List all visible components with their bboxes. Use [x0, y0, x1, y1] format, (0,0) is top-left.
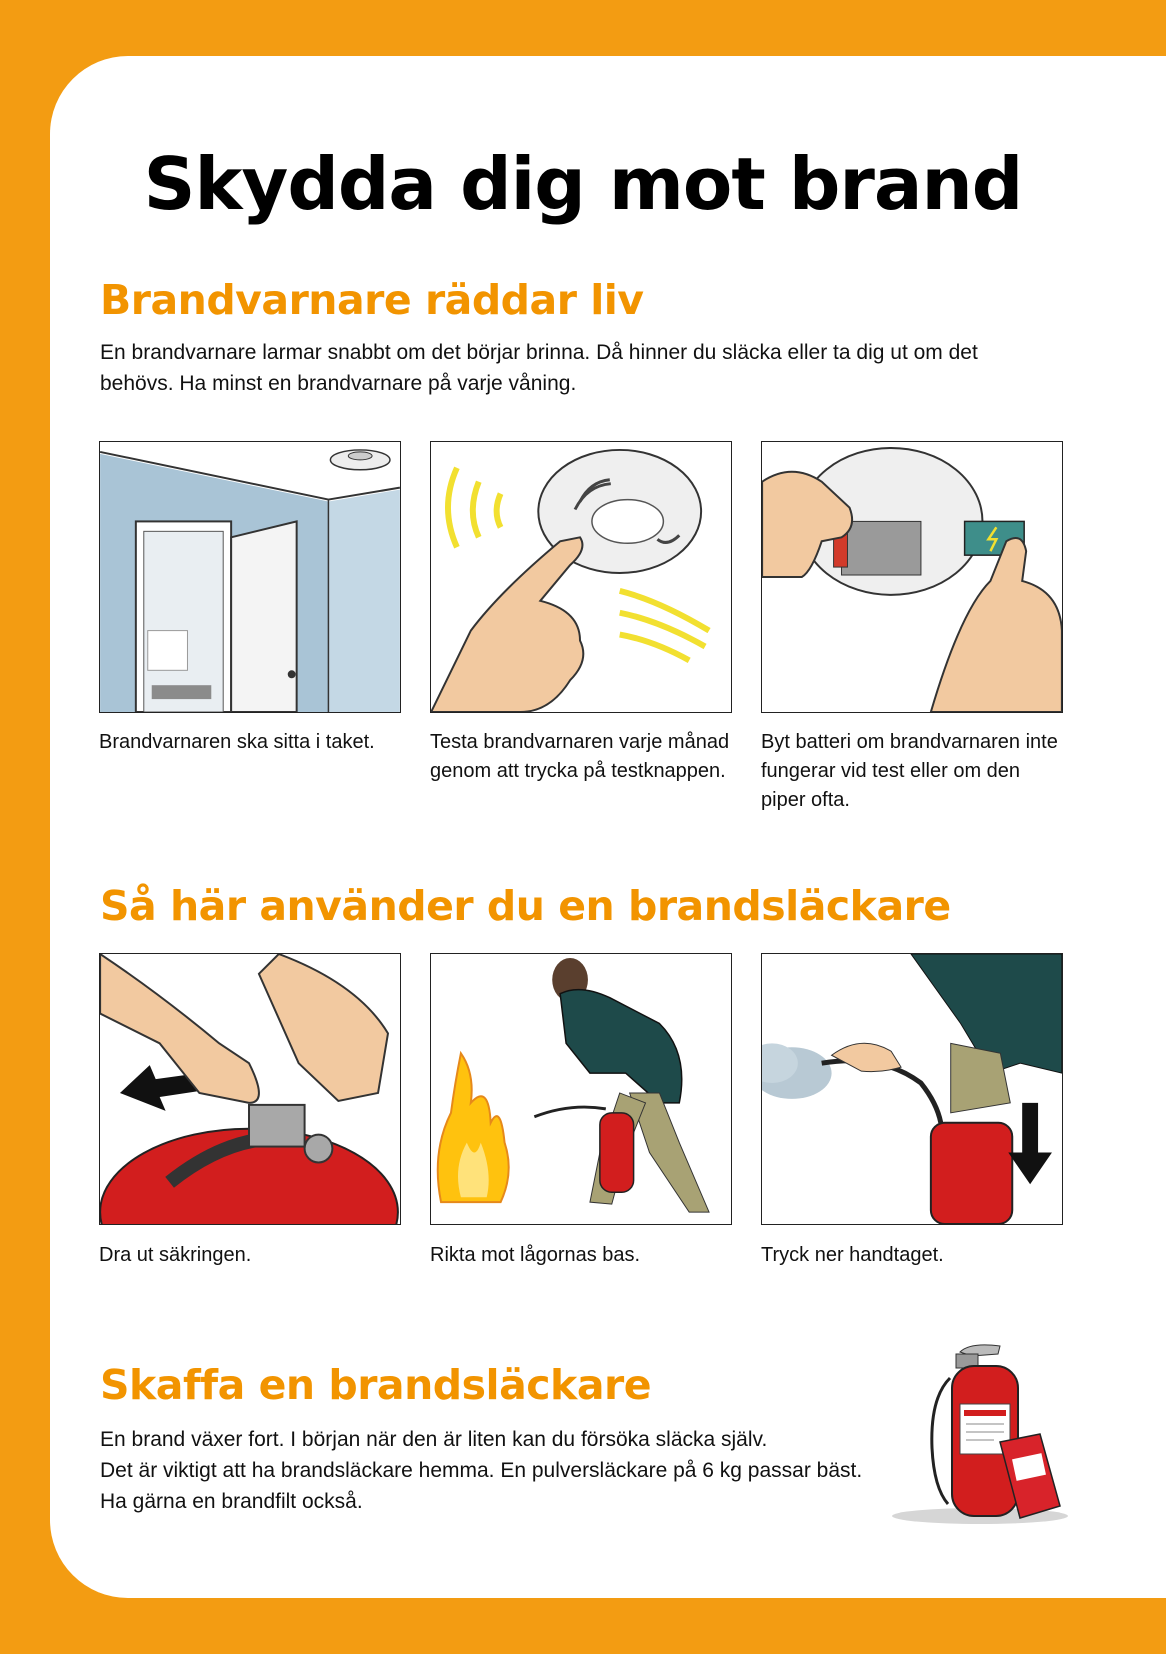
intro-line: behövs. Ha minst en brandvarnare på varje våning.	[100, 372, 577, 395]
text-line: Ha gärna en brandfilt också.	[100, 1490, 363, 1513]
section-heading-get-extinguisher: Skaffa en brandsläckare	[100, 1361, 652, 1409]
section-text-get-extinguisher	[100, 1424, 862, 1517]
test-button-illustration	[431, 442, 731, 712]
illustration-press-handle	[761, 953, 1063, 1225]
caption-text: Byt batteri om brandvarnaren inte fungerar vid test eller om den piper ofta.	[761, 731, 1058, 811]
illustration-test-button	[430, 441, 732, 713]
illustration-alarm-in-ceiling	[99, 441, 401, 713]
section-heading-use-extinguisher: Så här använder du en brandsläckare	[100, 882, 951, 930]
caption-replace-battery	[761, 728, 1061, 815]
caption-alarm-in-ceiling: Brandvarnaren ska sitta i taket.	[99, 731, 375, 753]
intro-line: En brandvarnare larmar snabbt om det börjar brinna. Då hinner du släcka eller ta dig ut om det	[100, 341, 978, 364]
section-intro-smoke-alarm	[100, 337, 978, 399]
replace-battery-illustration	[762, 442, 1062, 712]
aim-base-illustration	[431, 954, 731, 1224]
text-line: Det är viktigt att ha brandsläckare hemma. En pulversläckare på 6 kg passar bäst.	[100, 1459, 863, 1482]
press-handle-illustration	[762, 954, 1062, 1224]
caption-press-handle: Tryck ner handtaget.	[761, 1244, 944, 1266]
illustration-pull-pin	[99, 953, 401, 1225]
pull-pin-illustration	[100, 954, 400, 1224]
caption-aim-base: Rikta mot lågornas bas.	[430, 1244, 641, 1266]
caption-text: Testa brandvarnaren varje månad genom att trycka på testknappen.	[430, 731, 730, 782]
room-ceiling-illustration	[100, 442, 400, 712]
section-heading-smoke-alarm: Brandvarnare räddar liv	[100, 276, 644, 324]
illustration-aim-base	[430, 953, 732, 1225]
extinguisher-icon	[890, 1338, 1070, 1528]
caption-test-button	[430, 728, 730, 786]
illustration-replace-battery	[761, 441, 1063, 713]
text-line: En brand växer fort. I början när den är liten kan du försöka släcka själv.	[100, 1428, 768, 1451]
page-title: Skydda dig mot brand	[143, 142, 1023, 226]
caption-pull-pin: Dra ut säkringen.	[99, 1244, 252, 1266]
extinguisher-and-blanket-image	[890, 1338, 1070, 1528]
